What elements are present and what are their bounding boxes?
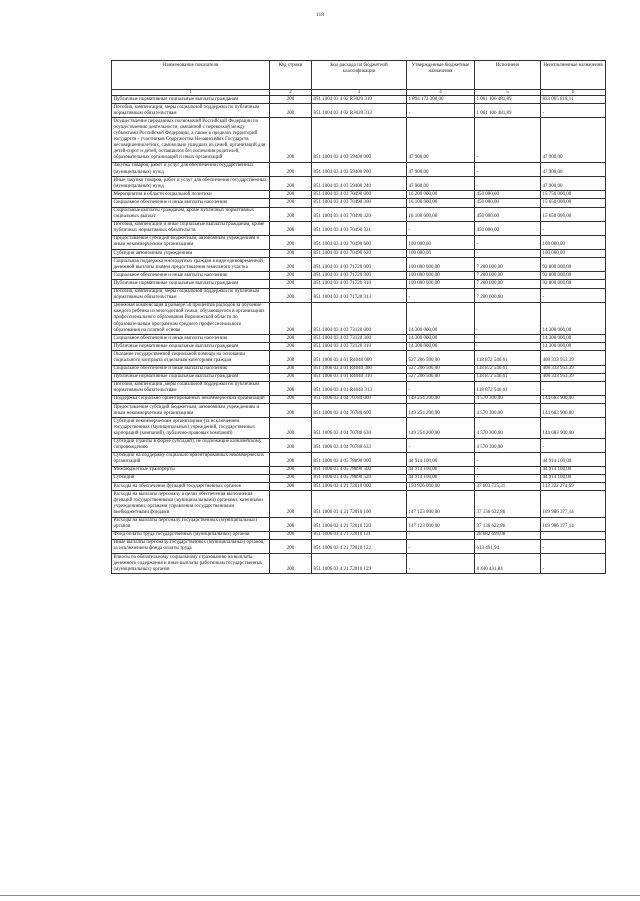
cell-name: Расходы на выплаты персоналу в целях обеспечения выполнения функций государственными (муниципальными) органами, казенными учреждениями, органами управления государственными внебюджетными фондами <box>112 491 270 517</box>
cell-approved: 47 900,00 <box>407 118 475 163</box>
cell-executed: - <box>475 177 541 191</box>
cell-approved: 47 900,00 <box>407 162 475 176</box>
table-row <box>112 302 606 334</box>
table-row <box>112 491 606 517</box>
cell-executed: 450 000,00 <box>475 207 541 221</box>
cell-unexecuted: 113 322 274,69 <box>541 483 606 491</box>
cell-executed: - <box>475 118 541 163</box>
cell-kbk: 851 1006 03 4 21 72010 100 <box>312 491 407 517</box>
footer-rule <box>0 895 640 896</box>
cell-name: Предоставление субсидий бюджетным, автономным учреждениям и иным некоммерческим организациям <box>112 235 270 249</box>
cell-kbk: 851 1006 03 4 01 R4040 310 <box>312 373 407 381</box>
cell-executed: 4 570 300,00 <box>475 404 541 418</box>
cell-code: 200 <box>270 221 312 235</box>
cell-unexecuted: 14 300 000,00 <box>541 343 606 351</box>
cell-name: Пособия, компенсации и иные социальные выплаты гражданам, кроме публичных нормативных обязательств <box>112 221 270 235</box>
cell-approved: 147 123 000,00 <box>407 491 475 517</box>
cell-code: 200 <box>270 539 312 553</box>
table-row <box>112 531 606 539</box>
cell-code: 200 <box>270 177 312 191</box>
cell-approved: - <box>407 531 475 539</box>
cell-name: Субсидии на поддержку социально ориентированных некоммерческих организаций <box>112 452 270 466</box>
cell-kbk: 851 1006 03 4 04 70780 630 <box>312 418 407 438</box>
table-row <box>112 104 606 118</box>
cell-approved: 150 926 000,00 <box>407 483 475 491</box>
page-number: 118 <box>315 12 325 18</box>
cell-approved: 16 100 000,00 <box>407 207 475 221</box>
cell-approved: - <box>407 288 475 302</box>
cell-unexecuted: 408 333 953,39 <box>541 351 606 365</box>
cell-code: 200 <box>270 207 312 221</box>
cell-code: 200 <box>270 250 312 258</box>
cell-kbk: 851 1006 03 4 01 R4040 313 <box>312 381 407 395</box>
cell-name: Пособия, компенсации, меры социальной поддержки по публичным нормативным обязательствам <box>112 288 270 302</box>
cell-approved: - <box>407 539 475 553</box>
cell-approved: 44 914 100,00 <box>407 452 475 466</box>
cell-name: Денежная компенсация в размере 50 процентов расходов за обучение каждого ребенка из многодетной семьи, обучающегося в организациях профессионального образования Воронежской области по образовательным программам среднего профессионального образования на платной основе <box>112 302 270 334</box>
cell-code: 200 <box>270 474 312 482</box>
cell-unexecuted: - <box>541 381 606 395</box>
cell-code: 200 <box>270 199 312 207</box>
cell-approved: 14 300 000,00 <box>407 302 475 334</box>
cell-approved: 527 206 500,00 <box>407 365 475 373</box>
cell-kbk: 851 1006 03 4 21 72010 129 <box>312 554 407 574</box>
cell-name: Социальное обеспечение и иные выплаты населению <box>112 365 270 373</box>
table-row <box>112 343 606 351</box>
cell-executed: - <box>475 335 541 343</box>
cell-approved: 527 206 500,00 <box>407 351 475 365</box>
cell-kbk: 851 1006 03 4 04 70780 600 <box>312 404 407 418</box>
cell-kbk: 851 1006 03 4 04 70780 000 <box>312 395 407 403</box>
cell-kbk: 851 1004 03 4 03 70490 300 <box>312 199 407 207</box>
cell-approved: 1 894 172 300,00 <box>407 96 475 104</box>
cell-code: 200 <box>270 365 312 373</box>
cell-executed: 1 061 106 481,89 <box>475 96 541 104</box>
cell-kbk: 851 1004 03 4 03 70490 000 <box>312 191 407 199</box>
cell-executed: 7 200 000,00 <box>475 258 541 272</box>
cell-approved: 44 914 100,00 <box>407 474 475 482</box>
cell-unexecuted: - <box>541 539 606 553</box>
cell-kbk: 851 1004 03 4 03 70490 600 <box>312 235 407 249</box>
cell-name: Фонд оплаты труда государственных (муниципальных) органов <box>112 531 270 539</box>
cell-unexecuted: - <box>541 104 606 118</box>
table-row <box>112 191 606 199</box>
table-row <box>112 483 606 491</box>
cell-code: 200 <box>270 104 312 118</box>
column-number: 4 <box>407 89 475 96</box>
cell-approved: - <box>407 381 475 395</box>
cell-name: Расходы на обеспечение функций государственных органов <box>112 483 270 491</box>
cell-executed: 4 570 300,00 <box>475 438 541 452</box>
cell-code: 200 <box>270 483 312 491</box>
cell-code: 200 <box>270 373 312 381</box>
cell-approved: 14 300 000,00 <box>407 335 475 343</box>
cell-code: 200 <box>270 531 312 539</box>
cell-executed: - <box>475 302 541 334</box>
cell-executed: 7 200 000,00 <box>475 288 541 302</box>
cell-approved: 527 206 500,00 <box>407 373 475 381</box>
cell-unexecuted: 47 900,00 <box>541 177 606 191</box>
cell-unexecuted: 144 683 900,00 <box>541 418 606 438</box>
table-row <box>112 539 606 553</box>
cell-kbk: 851 1006 03 4 04 70780 633 <box>312 438 407 452</box>
cell-code: 200 <box>270 302 312 334</box>
table-row <box>112 517 606 531</box>
cell-code: 200 <box>270 418 312 438</box>
cell-kbk: 851 1004 03 4 03 73120 300 <box>312 335 407 343</box>
table-row <box>112 452 606 466</box>
table-row <box>112 221 606 235</box>
cell-executed: 4 570 300,00 <box>475 418 541 438</box>
cell-executed: - <box>475 235 541 249</box>
cell-name: Межбюджетные трансферты <box>112 466 270 474</box>
cell-unexecuted: 14 300 000,00 <box>541 335 606 343</box>
cell-executed: 8 440 431,84 <box>475 554 541 574</box>
table-row <box>112 118 606 163</box>
table-row <box>112 404 606 418</box>
cell-kbk: 851 1004 03 4 03 70490 320 <box>312 207 407 221</box>
cell-approved: 16 200 000,00 <box>407 191 475 199</box>
cell-name: Мероприятия в области социальной политики <box>112 191 270 199</box>
cell-code: 200 <box>270 118 312 163</box>
cell-name: Пособия, компенсации, меры социальной поддержки по публичным нормативным обязательствам <box>112 381 270 395</box>
cell-unexecuted: 44 914 100,00 <box>541 474 606 482</box>
cell-approved: 100 000,00 <box>407 250 475 258</box>
cell-unexecuted: - <box>541 288 606 302</box>
cell-code: 200 <box>270 96 312 104</box>
cell-kbk: 851 1006 03 4 05 78890 500 <box>312 466 407 474</box>
cell-code: 200 <box>270 191 312 199</box>
cell-code: 200 <box>270 452 312 466</box>
cell-approved: 149 254 200,00 <box>407 404 475 418</box>
cell-code: 200 <box>270 351 312 365</box>
cell-approved: 149 254 200,00 <box>407 395 475 403</box>
table-row <box>112 554 606 574</box>
cell-unexecuted: 44 914 100,00 <box>541 466 606 474</box>
cell-unexecuted: 100 000,00 <box>541 250 606 258</box>
table-row <box>112 373 606 381</box>
cell-unexecuted: 44 914 100,00 <box>541 452 606 466</box>
cell-executed: 37 136 622,86 <box>475 491 541 517</box>
table-row <box>112 474 606 482</box>
cell-name: Субсидии <box>112 474 270 482</box>
cell-approved: 100 000 000,00 <box>407 280 475 288</box>
cell-name: Социальные выплаты гражданам, кроме публичных нормативных социальных выплат <box>112 207 270 221</box>
cell-kbk: 851 1004 03 4 03 71720 000 <box>312 258 407 272</box>
cell-kbk: 851 1004 03 4 03 71720 310 <box>312 280 407 288</box>
cell-kbk: 851 1006 03 4 21 72010 121 <box>312 531 407 539</box>
cell-name: Социальная поддержка многодетных граждан в виде единовременной денежной выплаты взамен предоставления земельного участка <box>112 258 270 272</box>
cell-unexecuted: 92 800 000,00 <box>541 258 606 272</box>
cell-code: 200 <box>270 404 312 418</box>
cell-kbk: 851 1006 03 4 21 72010 000 <box>312 483 407 491</box>
cell-executed: 118 872 546,61 <box>475 351 541 365</box>
cell-approved: 16 100 000,00 <box>407 199 475 207</box>
cell-kbk: 851 1004 03 4 02 R3020 310 <box>312 96 407 104</box>
cell-name: Оказание государственной социальной помощи на основании социального контракта отдельным категориям граждан <box>112 351 270 365</box>
table-body <box>112 89 606 574</box>
cell-kbk: 851 1006 03 4 01 R4040 300 <box>312 365 407 373</box>
cell-name: Публичные нормативные социальные выплаты гражданам <box>112 280 270 288</box>
cell-executed: - <box>475 162 541 176</box>
column-number: 3 <box>312 89 407 96</box>
cell-unexecuted: 833 065 818,11 <box>541 96 606 104</box>
cell-name: Расходы на выплаты персоналу государственных (муниципальных) органов <box>112 517 270 531</box>
table-row <box>112 162 606 176</box>
header-name: Наименование показателя <box>112 61 270 90</box>
table-row <box>112 335 606 343</box>
cell-executed: 613 491,94 <box>475 539 541 553</box>
table-row <box>112 381 606 395</box>
cell-unexecuted: - <box>541 554 606 574</box>
cell-kbk: 851 1004 03 4 03 71720 300 <box>312 272 407 280</box>
table-row <box>112 395 606 403</box>
cell-code: 200 <box>270 272 312 280</box>
cell-name: Пособия, компенсации, меры социальной поддержки по публичным нормативным обязательствам <box>112 104 270 118</box>
cell-code: 200 <box>270 381 312 395</box>
header-code: Код строки <box>270 61 312 90</box>
cell-executed: 118 872 546,61 <box>475 381 541 395</box>
cell-name: Предоставление субсидий бюджетным, автономным учреждениям и иным некоммерческим организациям <box>112 404 270 418</box>
cell-code: 200 <box>270 438 312 452</box>
table-row <box>112 177 606 191</box>
cell-kbk: 851 1004 03 4 03 59400 240 <box>312 177 407 191</box>
cell-executed: - <box>475 466 541 474</box>
cell-name: Иные выплаты персоналу государственных (муниципальных) органов, за исключением фонда оплаты труда <box>112 539 270 553</box>
cell-kbk: 851 1006 03 4 05 78890 520 <box>312 474 407 482</box>
cell-name: Социальное обеспечение и иные выплаты населению <box>112 335 270 343</box>
cell-name: Социальное обеспечение и иные выплаты населению <box>112 199 270 207</box>
cell-approved: 100 000 000,00 <box>407 258 475 272</box>
cell-approved: - <box>407 554 475 574</box>
column-number: 6 <box>541 89 606 96</box>
table-header-row <box>112 61 606 90</box>
table-row <box>112 207 606 221</box>
cell-kbk: 851 1004 03 4 03 71720 313 <box>312 288 407 302</box>
cell-executed: - <box>475 343 541 351</box>
table-row <box>112 466 606 474</box>
cell-kbk: 851 1004 03 4 03 73120 000 <box>312 302 407 334</box>
cell-unexecuted: 109 986 377,14 <box>541 491 606 517</box>
cell-unexecuted: 100 000,00 <box>541 235 606 249</box>
cell-name: Субсидии (гранты в форме субсидий), не подлежащие казначейскому сопровождению <box>112 438 270 452</box>
cell-kbk: 851 1004 03 4 03 70490 620 <box>312 250 407 258</box>
table-row <box>112 351 606 365</box>
cell-executed: 4 570 300,00 <box>475 395 541 403</box>
cell-name: Публичные нормативные социальные выплаты гражданам <box>112 343 270 351</box>
table-row <box>112 418 606 438</box>
cell-approved: 14 300 000,00 <box>407 343 475 351</box>
table-row <box>112 280 606 288</box>
cell-unexecuted: - <box>541 438 606 452</box>
cell-code: 200 <box>270 517 312 531</box>
cell-unexecuted: 109 986 377,14 <box>541 517 606 531</box>
cell-approved: 147 123 000,00 <box>407 517 475 531</box>
budget-execution-table <box>111 60 606 574</box>
cell-kbk: 851 1004 03 4 03 73120 310 <box>312 343 407 351</box>
table-row <box>112 235 606 249</box>
column-number: 1 <box>112 89 270 96</box>
cell-code: 200 <box>270 258 312 272</box>
table-row <box>112 96 606 104</box>
cell-executed: 450 000,00 <box>475 191 541 199</box>
cell-executed: 118 872 546,61 <box>475 373 541 381</box>
cell-unexecuted: 47 900,00 <box>541 118 606 163</box>
cell-name: Социальное обеспечение и иные выплаты населению <box>112 272 270 280</box>
cell-name: Поддержка социально ориентированных некоммерческих организаций <box>112 395 270 403</box>
cell-kbk: 851 1004 03 4 03 59400 200 <box>312 162 407 176</box>
table-row <box>112 258 606 272</box>
cell-unexecuted: 92 800 000,00 <box>541 280 606 288</box>
table-row <box>112 250 606 258</box>
table-row <box>112 199 606 207</box>
cell-executed: 7 200 000,00 <box>475 272 541 280</box>
cell-executed: 450 000,00 <box>475 221 541 235</box>
cell-code: 200 <box>270 235 312 249</box>
header-kbk: Код расхода по бюджетной классификации <box>312 61 407 90</box>
cell-approved: 44 914 100,00 <box>407 466 475 474</box>
cell-unexecuted: 15 650 000,00 <box>541 207 606 221</box>
cell-executed: 118 872 546,61 <box>475 365 541 373</box>
header-executed: Исполнено <box>475 61 541 90</box>
table-row <box>112 272 606 280</box>
cell-executed: - <box>475 474 541 482</box>
cell-code: 200 <box>270 162 312 176</box>
cell-name: Субсидии некоммерческим организациям (за исключением государственных (муниципальных) учреждений, государственных корпораций (компаний), публично-правовых компаний) <box>112 418 270 438</box>
table-row <box>112 438 606 452</box>
table-row <box>112 365 606 373</box>
cell-kbk: 851 1004 03 4 03 70490 321 <box>312 221 407 235</box>
cell-executed: 1 061 106 481,89 <box>475 104 541 118</box>
cell-name: Осуществление переданных полномочий Российской Федерации по осуществлению деятельности, связанной с перевозкой между субъектами Российской Федерации, а также в пределах территорий государств - участников Содружества Независимых Государств несовершеннолетних, самовольно ушедших из семей, организаций для детей-сирот и детей, оставшихся без попечения родителей, образовательных организаций и иных организаций <box>112 118 270 163</box>
cell-executed: 37 603 725,31 <box>475 483 541 491</box>
cell-unexecuted: 408 333 953,39 <box>541 365 606 373</box>
cell-executed: - <box>475 452 541 466</box>
cell-code: 200 <box>270 288 312 302</box>
cell-name: Иные закупки товаров, работ и услуг для обеспечения государственных (муниципальных) нужд <box>112 177 270 191</box>
cell-code: 200 <box>270 335 312 343</box>
cell-approved: - <box>407 438 475 452</box>
cell-kbk: 851 1006 03 4 21 72010 122 <box>312 539 407 553</box>
cell-code: 200 <box>270 395 312 403</box>
column-number: 5 <box>475 89 541 96</box>
cell-executed: 450 000,00 <box>475 199 541 207</box>
cell-kbk: 851 1006 03 4 01 R4040 000 <box>312 351 407 365</box>
cell-unexecuted: 408 333 953,39 <box>541 373 606 381</box>
cell-approved: - <box>407 104 475 118</box>
column-number: 2 <box>270 89 312 96</box>
cell-executed: 7 200 000,00 <box>475 280 541 288</box>
cell-code: 200 <box>270 343 312 351</box>
cell-approved: 149 254 200,00 <box>407 418 475 438</box>
cell-unexecuted: - <box>541 531 606 539</box>
cell-unexecuted: 47 900,00 <box>541 162 606 176</box>
cell-kbk: 851 1006 03 4 05 78890 000 <box>312 452 407 466</box>
cell-unexecuted: 144 683 900,00 <box>541 404 606 418</box>
cell-kbk: 851 1004 03 4 02 R3020 313 <box>312 104 407 118</box>
cell-name: Взносы по обязательному социальному страхованию на выплаты денежного содержания и иные выплаты работникам государственных (муниципальных) органов <box>112 554 270 574</box>
cell-approved: - <box>407 221 475 235</box>
cell-executed: - <box>475 250 541 258</box>
cell-unexecuted: 144 683 900,00 <box>541 395 606 403</box>
cell-name: Публичные нормативные социальные выплаты гражданам <box>112 96 270 104</box>
cell-unexecuted: - <box>541 221 606 235</box>
cell-approved: 100 000 000,00 <box>407 272 475 280</box>
cell-name: Публичные нормативные социальные выплаты гражданам <box>112 373 270 381</box>
cell-approved: 47 900,00 <box>407 177 475 191</box>
cell-code: 200 <box>270 466 312 474</box>
cell-unexecuted: 15 750 000,00 <box>541 191 606 199</box>
cell-code: 200 <box>270 491 312 517</box>
header-approved: Утвержденные бюджетные назначения <box>407 61 475 90</box>
cell-kbk: 851 1006 03 4 21 72010 120 <box>312 517 407 531</box>
cell-code: 200 <box>270 554 312 574</box>
cell-code: 200 <box>270 280 312 288</box>
cell-executed: 28 082 699,08 <box>475 531 541 539</box>
table-row <box>112 288 606 302</box>
cell-unexecuted: 92 800 000,00 <box>541 272 606 280</box>
header-unexecuted: Неисполненные назначения <box>541 61 606 90</box>
cell-name: Закупка товаров, работ и услуг для обеспечения государственных (муниципальных) нужд <box>112 162 270 176</box>
cell-approved: 100 000,00 <box>407 235 475 249</box>
cell-unexecuted: 15 650 000,00 <box>541 199 606 207</box>
cell-kbk: 851 1004 03 4 03 59400 000 <box>312 118 407 163</box>
cell-executed: 37 136 622,86 <box>475 517 541 531</box>
cell-name: Субсидии автономным учреждениям <box>112 250 270 258</box>
cell-unexecuted: 14 300 000,00 <box>541 302 606 334</box>
